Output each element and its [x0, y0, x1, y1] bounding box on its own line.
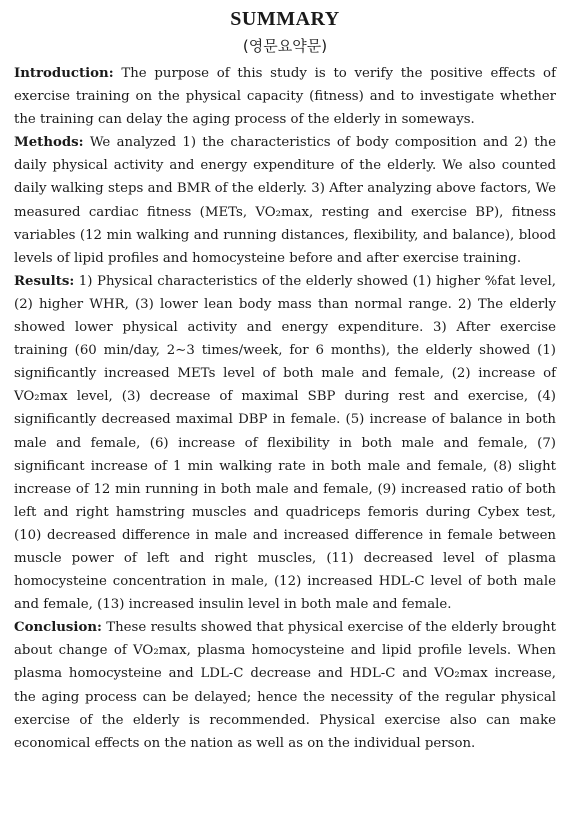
methods-paragraph: [14, 131, 556, 270]
introduction-paragraph: [14, 62, 556, 131]
introduction-heading: Introduction:: [14, 66, 114, 81]
document-title: SUMMARY: [230, 8, 340, 30]
conclusion-heading: Conclusion:: [14, 620, 102, 636]
results-paragraph: [14, 270, 556, 616]
conclusion-paragraph: [14, 616, 556, 755]
introduction-text: The purpose of this study is to verify the positive effects of exercise training on the physical capacity (fitness) and to investigate whether the training can delay the aging process of the elderly in someways.: [14, 66, 556, 128]
methods-text: We analyzed 1) the characteristics of body composition and 2) the daily physical activity and energy expenditure of the elderly. We also counted daily walking steps and BMR of the elderly. 3) After analyzing above factors, We measured cardiac fitness (METs, VO₂max, resting and exercise BP), fitness variables (12 min walking and running distances, flexibility, and balance), blood levels of lipid profiles and homocysteine before and after exercise training.: [14, 135, 556, 266]
conclusion-text: These results showed that physical exercise of the elderly brought about change of VO₂max, plasma homocysteine and lipid profile levels. When plasma homocysteine and LDL-C decrease and HDL-C and VO₂max increase, the aging process can be delayed; hence the necessity of the regular physical exercise of the elderly is recommended. Physical exercise also can make economical effects on the nation as well as on the individual person.: [14, 620, 556, 751]
results-text: 1) Physical characteristics of the elderly showed (1) higher %fat level, (2) higher WHR, (3) lower lean body mass than normal range. 2) The elderly showed lower physical activity and energy expenditure. 3) After exercise training (60 min/day, 2∼3 times/week, for 6 months), the elderly showed (1) significantly increased METs level of both male and female, (2) increase of VO₂max level, (3) decrease of maximal SBP during rest and exercise, (4) significantly decreased maximal DBP in female. (5) increase of balance in both male and female, (6) increase of flexibility in both male and female, (7) significant increase of 1 min walking rate in both male and female, (8) slight increase of 12 min running in both male and female, (9) increased ratio of both left and right hamstring muscles and quadriceps femoris during Cybex test, (10) decreased difference in male and increased difference in female between muscle power of left and right muscles, (11) decreased level of plasma homocysteine concentration in male, (12) increased HDL-C level of both male and female, (13) increased insulin level in both male and female.: [14, 273, 556, 613]
methods-heading: Methods:: [14, 135, 84, 151]
document-subtitle: (영문요약문): [242, 37, 328, 55]
results-heading: Results:: [14, 273, 75, 289]
